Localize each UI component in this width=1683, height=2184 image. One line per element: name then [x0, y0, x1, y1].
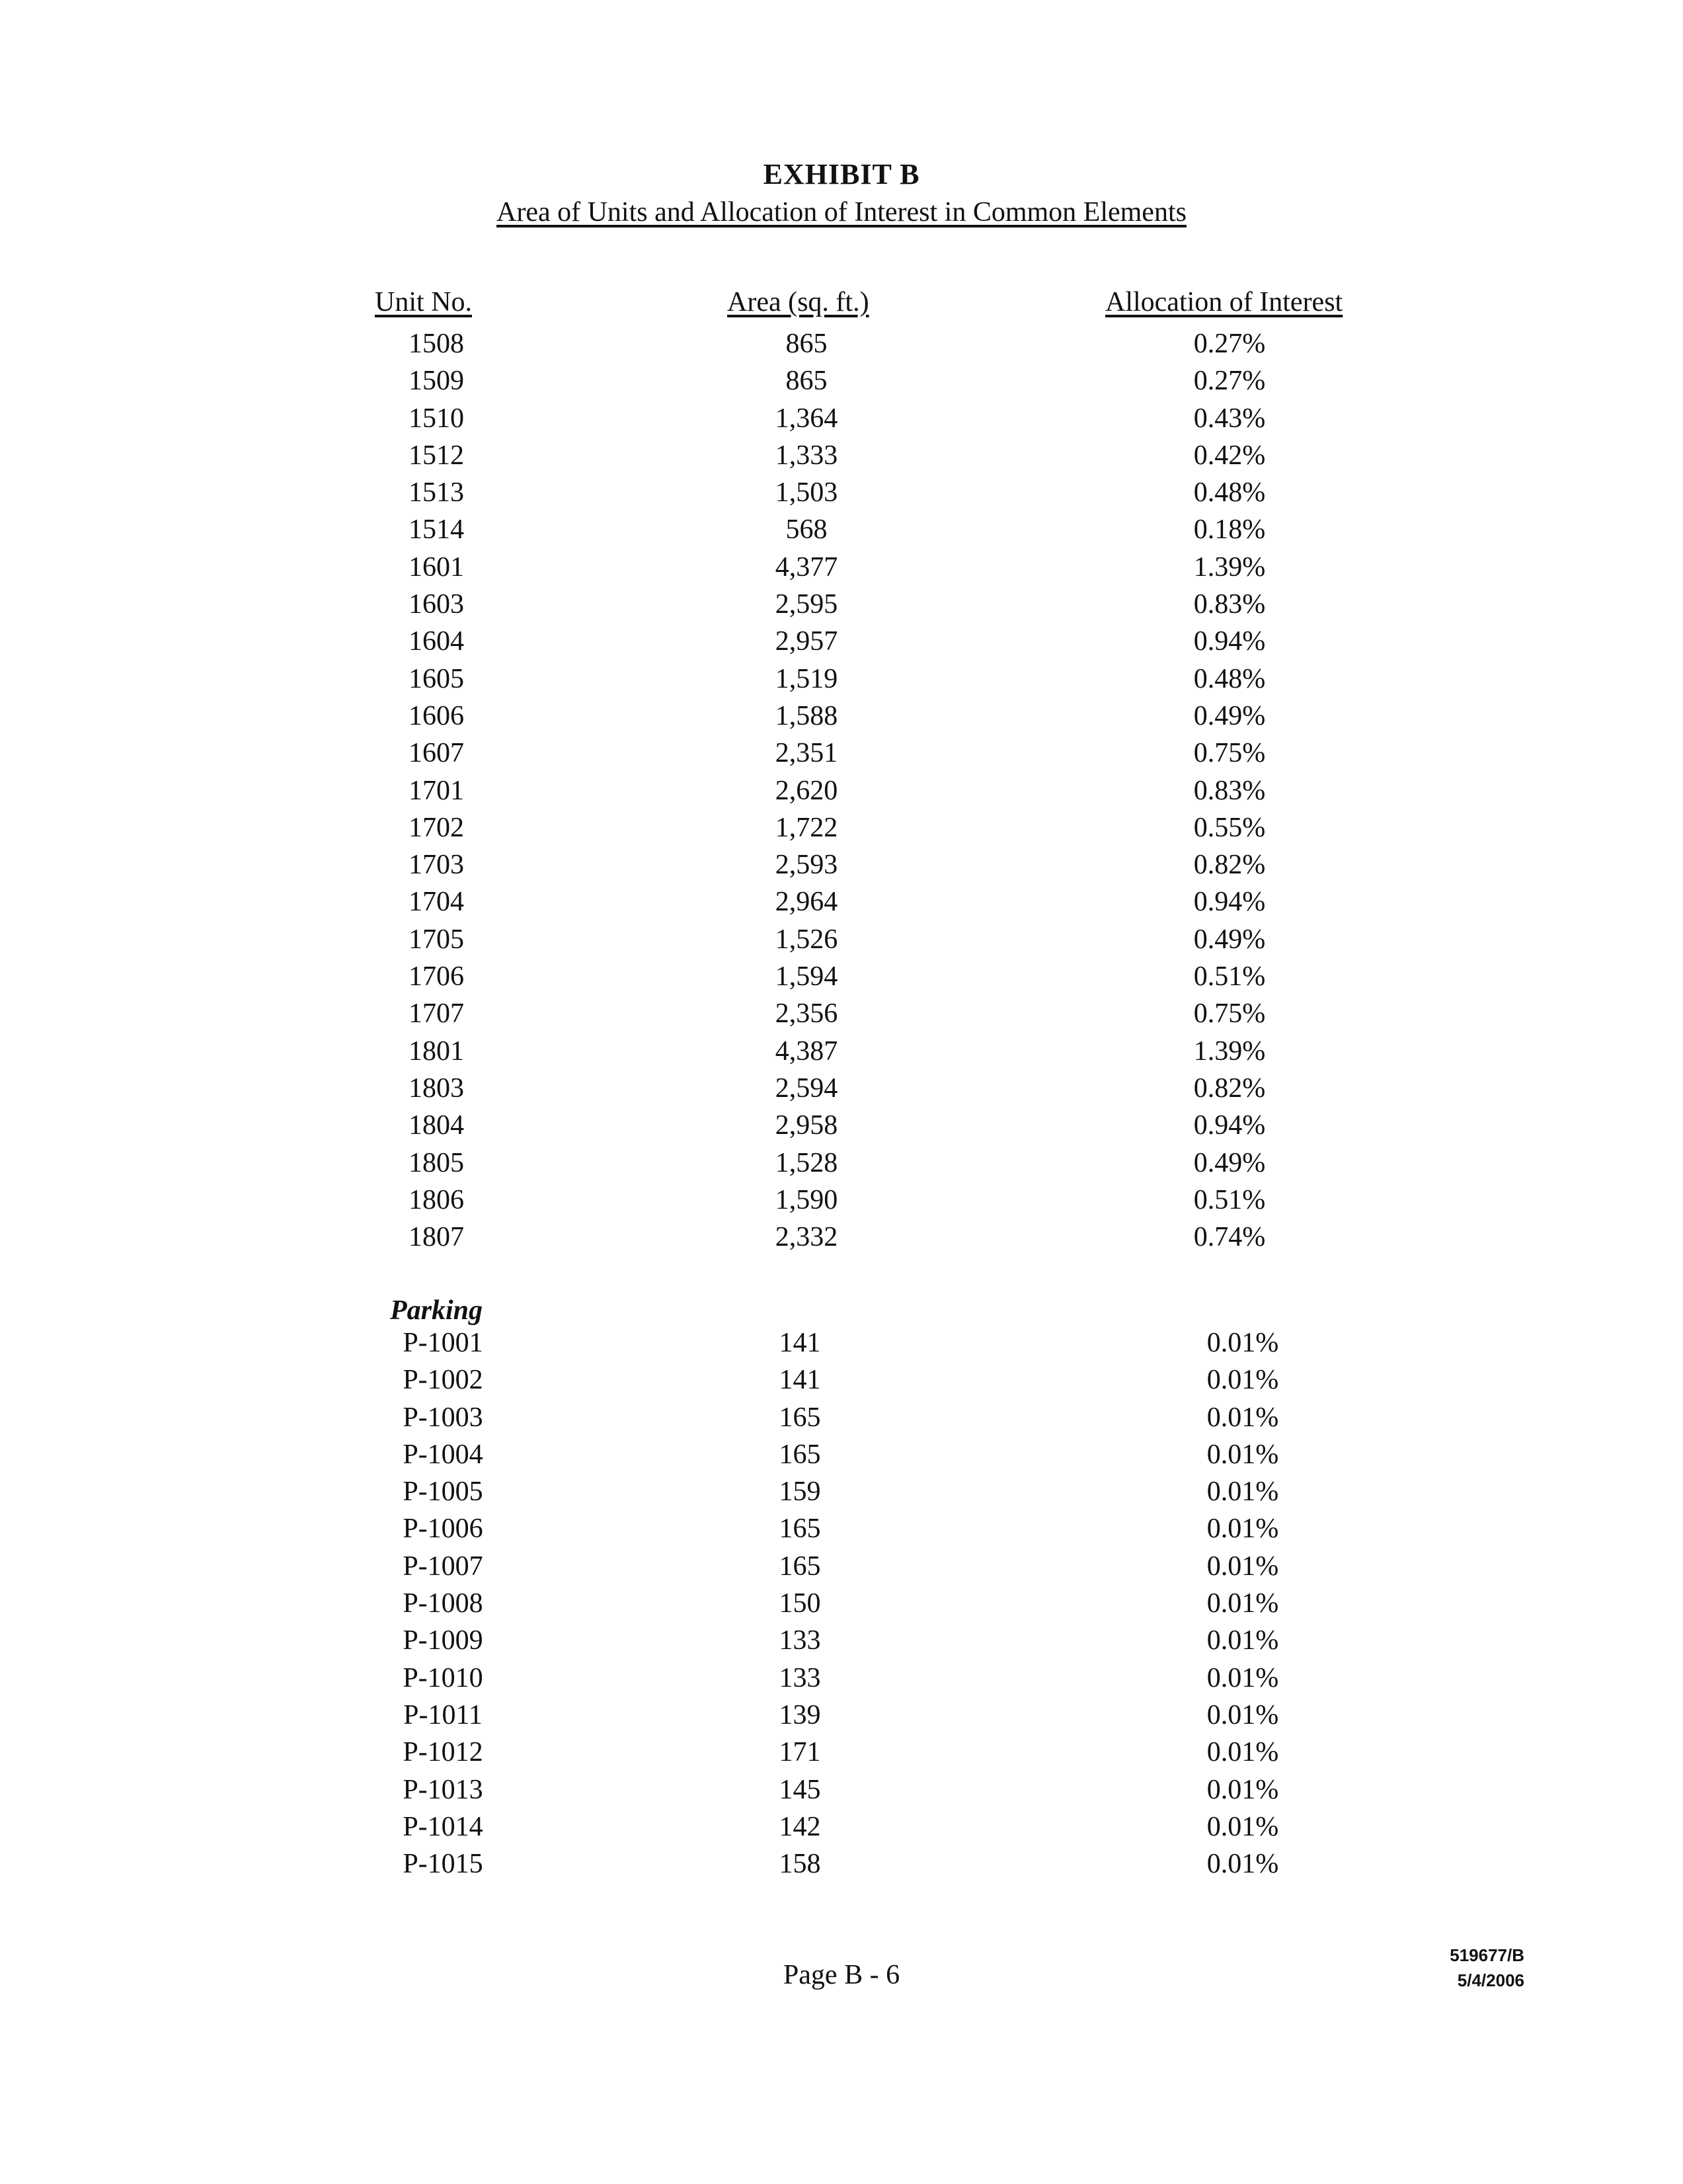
- area-cell: 2,594: [775, 1072, 838, 1104]
- unit-cell: P-1015: [403, 1849, 483, 1880]
- table-row: [0, 1147, 1683, 1184]
- unit-cell: 1509: [409, 366, 464, 397]
- table-row: [0, 626, 1683, 663]
- table-row: [0, 1364, 1683, 1401]
- table-row: [0, 551, 1683, 588]
- allocation-cell: 0.01%: [1206, 1439, 1279, 1470]
- table-row: [0, 886, 1683, 923]
- unit-cell: 1805: [409, 1147, 464, 1178]
- table-row: [0, 1588, 1683, 1625]
- area-cell: 133: [779, 1625, 821, 1656]
- area-cell: 2,964: [775, 887, 838, 918]
- table-row: [0, 1662, 1683, 1699]
- unit-cell: P-1011: [403, 1699, 483, 1730]
- unit-cell: P-1014: [403, 1811, 483, 1842]
- column-header-allocation: Allocation of Interest: [1105, 287, 1343, 317]
- allocation-cell: 0.49%: [1193, 924, 1266, 955]
- document-date: 5/4/2006: [1457, 1970, 1524, 1990]
- allocation-cell: 0.94%: [1193, 1110, 1266, 1141]
- area-cell: 1,333: [775, 440, 838, 471]
- unit-cell: P-1006: [403, 1514, 483, 1545]
- unit-cell: 1705: [409, 924, 464, 955]
- allocation-cell: 0.75%: [1193, 998, 1266, 1030]
- table-row: [0, 328, 1683, 365]
- allocation-cell: 0.01%: [1206, 1811, 1279, 1842]
- table-row: [0, 775, 1683, 812]
- area-cell: 141: [779, 1328, 821, 1358]
- allocation-cell: 0.94%: [1193, 887, 1266, 918]
- unit-cell: 1806: [409, 1184, 464, 1215]
- area-cell: 4,387: [775, 1035, 838, 1067]
- unit-table: [0, 328, 1683, 1258]
- allocation-cell: 0.01%: [1206, 1774, 1279, 1805]
- page-number: Page B - 6: [783, 1960, 900, 1990]
- area-cell: 1,594: [775, 961, 838, 992]
- area-cell: 865: [785, 366, 828, 397]
- parking-table: [0, 1327, 1683, 1885]
- table-row: [0, 1774, 1683, 1811]
- allocation-cell: 0.75%: [1193, 738, 1266, 769]
- unit-cell: 1801: [409, 1035, 464, 1067]
- allocation-cell: 0.01%: [1206, 1476, 1279, 1508]
- column-header-area: Area (sq. ft.): [727, 287, 869, 317]
- table-row: [0, 403, 1683, 440]
- table-row: [0, 1327, 1683, 1364]
- document-id: 519677/B: [1450, 1945, 1524, 1965]
- table-row: [0, 1035, 1683, 1072]
- unit-cell: 1606: [409, 700, 464, 731]
- unit-cell: 1704: [409, 887, 464, 918]
- allocation-cell: 0.01%: [1206, 1625, 1279, 1656]
- area-cell: 165: [779, 1402, 821, 1433]
- area-cell: 2,957: [775, 626, 838, 657]
- table-row: [0, 924, 1683, 961]
- area-cell: 1,364: [775, 403, 838, 434]
- unit-cell: 1703: [409, 850, 464, 881]
- unit-cell: 1706: [409, 961, 464, 992]
- area-cell: 2,593: [775, 850, 838, 881]
- allocation-cell: 0.48%: [1193, 477, 1266, 508]
- unit-cell: 1701: [409, 775, 464, 806]
- area-cell: 568: [785, 514, 828, 546]
- unit-cell: 1508: [409, 329, 464, 359]
- unit-cell: 1702: [409, 812, 464, 843]
- area-cell: 158: [779, 1849, 821, 1880]
- area-cell: 142: [779, 1811, 821, 1842]
- area-cell: 1,519: [775, 663, 838, 694]
- table-row: [0, 1513, 1683, 1550]
- area-cell: 133: [779, 1662, 821, 1693]
- area-cell: 1,588: [775, 700, 838, 731]
- table-row: [0, 1811, 1683, 1848]
- table-row: [0, 1736, 1683, 1773]
- unit-cell: 1512: [409, 440, 464, 471]
- subtitle-text: Area of Units and Allocation of Interest in Common Elements: [496, 197, 1187, 227]
- allocation-cell: 0.01%: [1206, 1849, 1279, 1880]
- allocation-cell: 0.43%: [1193, 403, 1266, 434]
- allocation-cell: 0.27%: [1193, 366, 1266, 397]
- allocation-cell: 0.82%: [1193, 850, 1266, 881]
- allocation-cell: 0.01%: [1206, 1699, 1279, 1730]
- allocation-cell: 0.01%: [1206, 1514, 1279, 1545]
- table-row: [0, 1699, 1683, 1736]
- area-cell: 865: [785, 329, 828, 359]
- unit-cell: P-1010: [403, 1662, 483, 1693]
- table-row: [0, 663, 1683, 700]
- table-row: [0, 1551, 1683, 1588]
- allocation-cell: 1.39%: [1193, 551, 1266, 583]
- unit-cell: P-1002: [403, 1365, 483, 1396]
- unit-cell: 1603: [409, 589, 464, 620]
- table-row: [0, 1848, 1683, 1885]
- table-row: [0, 588, 1683, 626]
- allocation-cell: 0.55%: [1193, 812, 1266, 843]
- table-row: [0, 514, 1683, 551]
- area-cell: 145: [779, 1774, 821, 1805]
- area-cell: 1,526: [775, 924, 838, 955]
- table-row: [0, 1221, 1683, 1258]
- area-cell: 141: [779, 1365, 821, 1396]
- table-row: [0, 1476, 1683, 1513]
- unit-cell: 1510: [409, 403, 464, 434]
- unit-cell: 1601: [409, 551, 464, 583]
- allocation-cell: 0.83%: [1193, 589, 1266, 620]
- area-cell: 2,356: [775, 998, 838, 1030]
- unit-cell: P-1005: [403, 1476, 483, 1508]
- unit-cell: 1607: [409, 738, 464, 769]
- area-cell: 165: [779, 1439, 821, 1470]
- table-row: [0, 849, 1683, 886]
- table-row: [0, 1439, 1683, 1476]
- unit-cell: P-1013: [403, 1774, 483, 1805]
- allocation-cell: 0.01%: [1206, 1551, 1279, 1582]
- area-cell: 139: [779, 1699, 821, 1730]
- unit-cell: P-1007: [403, 1551, 483, 1582]
- area-cell: 2,958: [775, 1110, 838, 1141]
- area-cell: 2,620: [775, 775, 838, 806]
- table-row: [0, 961, 1683, 998]
- exhibit-subtitle: [0, 196, 1683, 228]
- allocation-cell: 0.01%: [1206, 1662, 1279, 1693]
- allocation-cell: 0.01%: [1206, 1737, 1279, 1768]
- exhibit-title: EXHIBIT B: [763, 158, 920, 190]
- table-row: [0, 700, 1683, 737]
- unit-cell: 1803: [409, 1072, 464, 1104]
- table-row: [0, 1072, 1683, 1110]
- area-cell: 171: [779, 1737, 821, 1768]
- allocation-cell: 0.51%: [1193, 961, 1266, 992]
- allocation-cell: 0.94%: [1193, 626, 1266, 657]
- allocation-cell: 0.01%: [1206, 1365, 1279, 1396]
- unit-cell: P-1001: [403, 1328, 483, 1358]
- unit-cell: 1513: [409, 477, 464, 508]
- area-cell: 2,351: [775, 738, 838, 769]
- allocation-cell: 0.01%: [1206, 1402, 1279, 1433]
- table-row: [0, 1625, 1683, 1662]
- unit-cell: 1804: [409, 1110, 464, 1141]
- allocation-cell: 0.01%: [1206, 1588, 1279, 1619]
- area-cell: 2,332: [775, 1222, 838, 1253]
- area-cell: 4,377: [775, 551, 838, 583]
- unit-cell: 1807: [409, 1222, 464, 1253]
- area-cell: 150: [779, 1588, 821, 1619]
- unit-cell: P-1012: [403, 1737, 483, 1768]
- allocation-cell: 0.83%: [1193, 775, 1266, 806]
- unit-cell: P-1009: [403, 1625, 483, 1656]
- allocation-cell: 1.39%: [1193, 1035, 1266, 1067]
- unit-cell: P-1004: [403, 1439, 483, 1470]
- area-cell: 1,590: [775, 1184, 838, 1215]
- allocation-cell: 0.01%: [1206, 1328, 1279, 1358]
- table-row: [0, 812, 1683, 849]
- unit-cell: 1514: [409, 514, 464, 546]
- area-cell: 1,528: [775, 1147, 838, 1178]
- area-cell: 165: [779, 1514, 821, 1545]
- table-row: [0, 1184, 1683, 1221]
- table-row: [0, 1402, 1683, 1439]
- table-row: [0, 998, 1683, 1035]
- area-cell: 1,503: [775, 477, 838, 508]
- unit-cell: 1604: [409, 626, 464, 657]
- table-row: [0, 477, 1683, 514]
- allocation-cell: 0.74%: [1193, 1222, 1266, 1253]
- unit-cell: P-1003: [403, 1402, 483, 1433]
- table-row: [0, 737, 1683, 774]
- unit-cell: P-1008: [403, 1588, 483, 1619]
- document-reference: [1450, 1943, 1524, 1993]
- table-row: [0, 440, 1683, 477]
- column-header-unit: Unit No.: [375, 287, 472, 317]
- unit-cell: 1605: [409, 663, 464, 694]
- unit-cell: 1707: [409, 998, 464, 1030]
- allocation-cell: 0.42%: [1193, 440, 1266, 471]
- area-cell: 1,722: [775, 812, 838, 843]
- allocation-cell: 0.27%: [1193, 329, 1266, 359]
- allocation-cell: 0.49%: [1193, 700, 1266, 731]
- allocation-cell: 0.49%: [1193, 1147, 1266, 1178]
- area-cell: 2,595: [775, 589, 838, 620]
- allocation-cell: 0.18%: [1193, 514, 1266, 546]
- area-cell: 159: [779, 1476, 821, 1508]
- table-row: [0, 365, 1683, 402]
- allocation-cell: 0.51%: [1193, 1184, 1266, 1215]
- parking-section-label: Parking: [390, 1295, 483, 1326]
- allocation-cell: 0.48%: [1193, 663, 1266, 694]
- table-row: [0, 1110, 1683, 1147]
- area-cell: 165: [779, 1551, 821, 1582]
- allocation-cell: 0.82%: [1193, 1072, 1266, 1104]
